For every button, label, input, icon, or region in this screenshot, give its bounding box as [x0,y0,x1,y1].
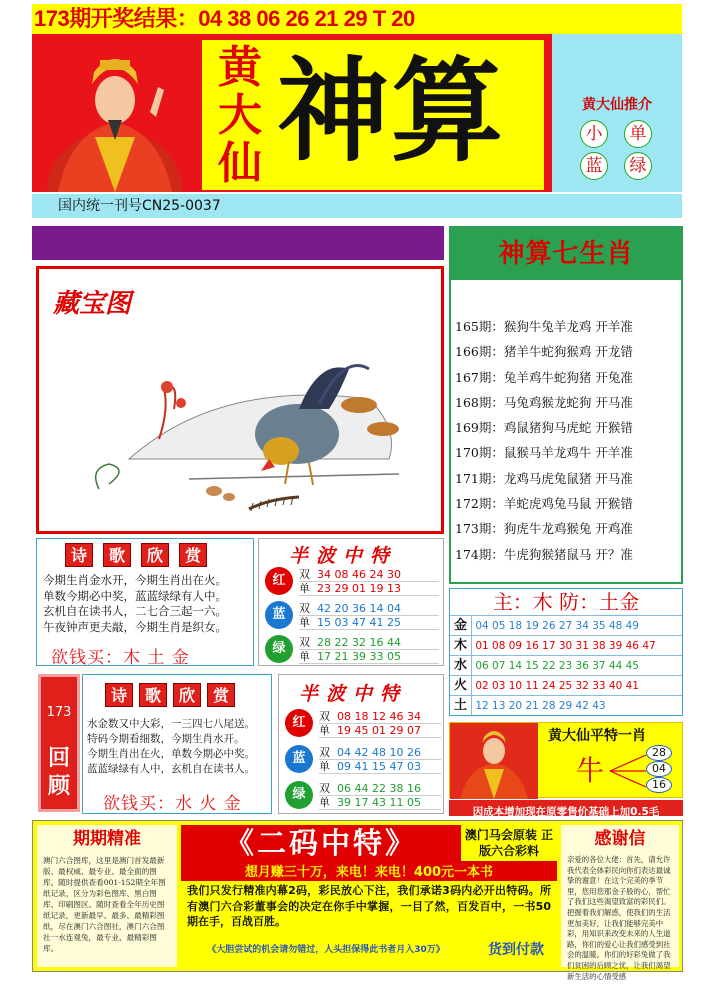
row-value: 19 45 01 29 07 [337,724,421,737]
half-wave-row [299,650,439,664]
seven-zodiac-title: 神算七生肖 [498,239,634,269]
element-key: 木 [450,636,472,655]
seven-zodiac-panel [449,226,683,584]
poem-line: 蓝蓝绿绿有人中，玄机自在读书人。 [87,763,255,775]
center-advert-strip [181,861,557,881]
poem-line: 单数今期必中奖，蓝蓝绿绿有人中。 [43,588,227,603]
poem-lines-1 [43,573,227,635]
poem-header-char: 歌 [103,543,131,567]
half-wave-row [319,724,441,738]
purple-bar [32,226,444,260]
row-value: 17 21 39 33 05 [317,650,401,663]
serial-number: 国内统一刊号CN25-0037 [58,198,221,214]
row-key: 双 [319,746,330,759]
poem-header-char: 欣 [173,683,201,707]
poem-header-char: 诗 [65,543,93,567]
row-key: 单 [319,760,330,773]
half-wave-row [319,746,441,760]
list-item: 165期：猴狗牛兔羊龙鸡 开羊准 [455,319,633,334]
green-ball-label: 绿 [285,781,313,809]
red-ball-label: 红 [285,709,313,737]
row-value: 42 20 36 14 04 [317,602,401,615]
element-key: 水 [450,656,472,675]
half-wave-row [299,582,439,596]
row-value: 09 41 15 47 03 [337,760,421,773]
table-row [450,655,682,674]
red-ball-label: 红 [265,567,293,595]
element-nums: 04 05 18 19 26 27 34 35 48 49 [475,620,639,632]
element-key: 土 [450,696,472,715]
half-wave-row [299,602,439,616]
treasure-map-title: 藏宝图 [53,289,132,319]
list-item: 169期：鸡鼠猪狗马虎蛇 开猴错 [455,420,633,436]
serial-bar [32,194,682,218]
buy-hint-1: 欲钱买：木 土 金 [51,648,190,668]
row-key: 双 [319,710,330,723]
poem-header-char: 诗 [105,683,133,707]
pingte-num: 16 [646,777,672,793]
master-small-image [450,723,538,799]
pingte-panel [449,722,683,798]
row-value: 04 42 48 10 26 [337,746,421,759]
pingte-num: 28 [646,745,672,761]
row-key: 单 [299,650,310,663]
recommend-odd: 单 [624,120,652,148]
thanks-letter-text: 亲爱的各位大佬：首先，请允许我代表全体彩民向你们表达最诚挚的谢意！在这个完美的季节里，您用您那金子般的心，帮忙了我们这些渴望致富的彩民们。把握着我们解惑，使我们的生活更加美好，让我们能够完美中彩，用知识来改变未来的人生道路，你们的爱心让我们感受到社会的温暖。你们的好彩兔做了我们贫困的后顾之忧，让我们渴望新生活的心情受感 [567,855,671,981]
price-note: 因成本增加现在原零售价基础上加0.5毛 [472,806,660,818]
poem-header-char: 赏 [207,683,235,707]
table-row [450,695,682,714]
green-ball-label: 绿 [265,635,293,663]
half-wave-title-2: 半波中特 [299,683,408,705]
row-value: 23 29 01 19 13 [317,582,401,595]
five-elements-head: 主：木 防：土金 [492,590,640,614]
left-advert-text: 澳门六合图库，这里是澳门首发最新版、最权威、最专业、最全面的图库。随时提供查看001-152期全年图纸记录，区分为彩色图库、黑白图库、印刷图区。随时查看全年历史图纸记录，更新最早、最多、最精彩图纸，尽在澳门六合图社，澳门六合图社一水连观兔，最专业、最精彩图库。 [43,856,166,953]
pingte-title: 黄大仙平特一肖 [548,728,646,744]
list-item: 173期：狗虎牛龙鸡猴兔 开鸡准 [455,521,633,537]
element-nums: 06 07 14 15 22 23 36 37 44 45 [475,660,639,672]
brand-name: 黄大仙 [218,42,262,189]
list-item: 168期：马兔鸡猴龙蛇狗 开马准 [455,394,633,410]
masthead-banner [32,34,552,192]
thanks-letter-box [561,825,679,981]
element-nums: 01 08 09 16 17 30 31 38 39 46 47 [475,640,656,652]
review-issue: 173 [46,705,72,720]
row-key: 双 [299,636,310,649]
row-key: 单 [319,724,330,737]
half-wave-row [319,760,441,774]
blue-ball-label: 蓝 [265,601,293,629]
pingte-zodiac: 牛 [576,754,605,787]
poem-header-char: 歌 [139,683,167,707]
row-key: 单 [299,582,310,595]
recommend-small: 小 [580,120,608,148]
half-wave-row [299,636,439,650]
center-advert-subtitle: 澳门马会原装 正版六合彩料 [464,828,554,858]
treasure-map-panel [36,266,444,534]
seven-zodiac-header [451,228,681,280]
list-item: 166期：猪羊牛蛇狗猴鸡 开龙错 [455,344,633,360]
center-advert-title-box [181,825,461,861]
half-wave-row [299,568,439,582]
review-tag [38,674,80,812]
row-key: 单 [319,796,330,809]
recommend-panel [552,34,682,192]
result-bar [32,4,682,34]
table-row [450,635,682,654]
list-item: 174期：牛虎狗猴猪鼠马 开？准 [455,546,633,562]
thanks-letter-title: 感谢信 [594,829,646,849]
blue-ball-label: 蓝 [285,745,313,773]
row-key: 双 [299,568,310,581]
result-line: 173期开奖结果：04 38 06 26 21 29 T 20 [34,6,415,31]
poem-line: 午夜钟声更夫敲，今期生肖是织女。 [43,619,227,634]
list-item: 170期：鼠猴马羊龙鸡牛 开羊准 [455,445,633,461]
row-key: 单 [299,616,310,629]
element-key: 金 [450,616,472,635]
brand-title: 神算 [277,47,505,177]
row-value: 28 22 32 16 44 [317,636,401,649]
advert-section [32,820,683,981]
poem-line: 玄机自在读书人，二七合三起一六。 [43,604,227,618]
half-wave-row [319,782,441,796]
row-key: 双 [299,602,310,615]
poem-line: 今期生肖金水开，今期生肖出在火。 [43,573,227,587]
half-wave-panel-2 [278,674,444,814]
element-nums: 12 13 20 21 28 29 42 43 [475,700,606,712]
rooster-illustration [69,339,419,519]
five-elements-panel [449,588,683,716]
element-nums: 02 03 10 11 24 25 32 33 40 41 [475,680,639,692]
center-advert-foot: 《大胆尝试的机会请勿错过，人头担保得此书者月入30万》 [207,945,445,955]
list-item: 171期：龙鸡马虎兔鼠猪 开马准 [455,470,633,486]
seven-zodiac-list [451,280,681,567]
poem-header-char: 欣 [141,543,169,567]
list-item: 172期：羊蛇虎鸡兔马鼠 开猴错 [455,496,633,512]
poem-line: 水金数又中大彩，一三四七八尾送。 [87,718,255,730]
center-advert-body: 我们只发行精准内幕2码，彩民放心下注，我们承诺3码内必开出特码。所有澳门六合彩董事会的决定在你手中掌握，一目了然，百发百中，一书50期在手，百战百胜。 [187,884,551,928]
review-label: 回顾 [47,746,70,799]
master-portrait-image [40,42,190,192]
half-wave-row [319,710,441,724]
row-value: 39 17 43 11 05 [337,796,421,809]
half-wave-row [319,796,441,810]
poem-line: 特码今期看细数，今期生肖水开。 [87,733,245,745]
left-advert-box [37,825,177,967]
buy-hint-2: 欲钱买：水 火 金 [103,794,242,814]
half-wave-row [299,616,439,630]
row-key: 双 [319,782,330,795]
poem-header-char: 赏 [179,543,207,567]
table-row [450,615,682,634]
recommend-green: 绿 [624,152,652,180]
row-value: 34 08 46 24 30 [317,568,401,581]
row-value: 06 44 22 38 16 [337,782,421,795]
pingte-num: 04 [646,761,672,777]
poem-panel-1 [36,538,254,666]
poem-lines-2 [87,717,255,777]
cash-on-delivery: 货到付款 [488,942,544,958]
half-wave-title-1: 半波中特 [289,545,398,567]
element-key: 火 [450,676,472,695]
poem-header-1 [65,543,217,567]
half-wave-panel-1 [258,538,444,666]
center-advert-title: 《二码中特》 [224,826,417,860]
row-value: 08 18 12 46 34 [337,710,421,723]
left-advert-title: 期期精准 [73,829,141,849]
poem-header-2 [105,683,241,707]
recommend-blue: 蓝 [580,152,608,180]
list-item: 167期：兔羊鸡牛蛇狗猪 开兔准 [455,369,633,385]
recommend-title: 黄大仙推介 [582,97,652,113]
poem-line: 今期生肖出在火，单数今期必中奖。 [87,748,255,760]
price-note-bar [449,800,683,816]
pointer-lines-icon [610,751,646,791]
center-advert-slogan: 想月赚三十万，来电！来电！400元一本书 [244,865,494,880]
poem-panel-2 [82,674,272,814]
row-value: 15 03 47 41 25 [317,616,401,629]
table-row [450,675,682,694]
